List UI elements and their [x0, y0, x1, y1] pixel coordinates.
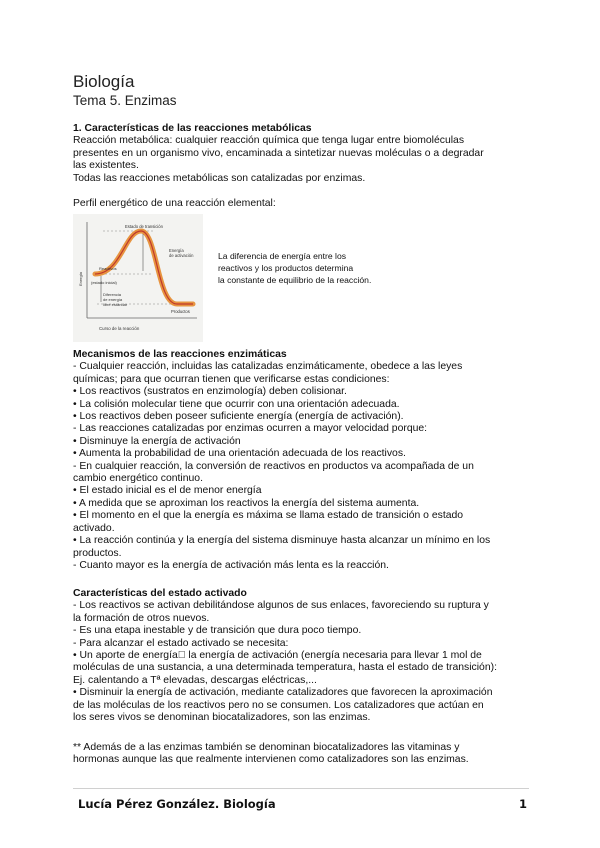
text-line: las existentes. [73, 160, 139, 172]
text-line: • El momento en el que la energía es máxima se llama estado de transición o estado [73, 510, 464, 522]
text-line: - Cualquier reacción, incluidas las catalizadas enzimáticamente, obedece a las leyes [73, 361, 463, 373]
label-activation-2: de activación [169, 253, 194, 258]
label-diff-2: de energía [103, 297, 123, 302]
figure-caption [218, 250, 428, 286]
section-heading: Mecanismos de las reacciones enzimáticas [73, 349, 287, 360]
section-heading: 1. Características de las reacciones metabólicas [73, 123, 312, 134]
text-line: de las moléculas de los reactivos pero no se consumen. Los catalizadores que actúan en [73, 699, 484, 711]
text-line: - Es una etapa inestable y de transición que dura poco tiempo. [73, 625, 362, 637]
label-activation-1: Energía [169, 248, 184, 253]
text-line: los seres vivos se denominan biocatalizadores, son las enzimas. [73, 712, 371, 724]
document-title: Biología [73, 72, 135, 91]
text-line: - Cuanto mayor es la energía de activación más lenta es la reacción. [73, 559, 389, 571]
text-line: - Para alcanzar el estado activado se necesita: [73, 637, 289, 649]
text-line: cambio energético continuo. [73, 473, 203, 485]
text-line: químicas; para que ocurran tienen que verificarse estas condiciones: [73, 373, 390, 385]
text-line: • Disminuir la energía de activación, mediante catalizadores que favorecen la aproximación [73, 687, 493, 699]
text-line: la formación de otros nuevos. [73, 612, 210, 624]
text-line: • Aumenta la probabilidad de una orientación adecuada de los reactivos. [73, 448, 406, 460]
label-transition-state: Estado de transición [125, 224, 163, 229]
section-mechanisms [73, 349, 528, 572]
text-line: • Los reactivos (sustratos en enzimología) deben colisionar. [73, 386, 347, 398]
profile-label: Perfil energético de una reacción elemental: [73, 198, 276, 209]
label-products: Productos [171, 309, 190, 314]
label-x-axis: Curso de la reacción [99, 326, 140, 331]
text-line: • Un aporte de energía la energía de activación (energía necesaria para llevar 1 mol de [73, 650, 475, 662]
text-line: presentes en un organismo vivo, encaminada a sintetizar nuevas moléculas o a degradar [73, 147, 484, 159]
caption-line: La diferencia de energía entre los [218, 251, 347, 261]
label-diff-3: libre estándar [103, 302, 128, 307]
text-line: Todas las reacciones metabólicas son catalizadas por enzimas. [73, 172, 366, 184]
label-diff-1: Diferencia [103, 292, 122, 297]
note-block [73, 742, 528, 767]
caption-line: reactivos y los productos determina [218, 263, 354, 273]
text-line: • El estado inicial es el de menor energía [73, 485, 262, 497]
energy-profile-figure [73, 214, 203, 342]
text-line: Reacción metabólica: cualquier reacción química que tenga lugar entre biomoléculas [73, 135, 465, 147]
energy-profile-chart [73, 214, 203, 342]
text-line: activado. [73, 522, 115, 534]
footer-divider [73, 788, 529, 789]
label-reactants-2: (estado inicial) [91, 280, 117, 285]
text-line: • Disminuye la energía de activación [73, 435, 241, 447]
text-line: • La colisión molecular tiene que ocurrir con una orientación adecuada. [73, 398, 400, 410]
text-line: moléculas de una sustancia, a una determinada temperatura, hasta el estado de transición): [73, 662, 497, 674]
section-heading: Características del estado activado [73, 588, 247, 599]
text-line: • La reacción continúa y la energía del sistema disminuye hasta alcanzar un mínimo en los [73, 535, 491, 547]
text-line: • Los reactivos deben poseer suficiente energía (energía de activación). [73, 411, 404, 423]
text-line: - Los reactivos se activan debilitándose algunos de sus enlaces, favoreciendo su ruptura y [73, 600, 489, 612]
text-line: - En cualquier reacción, la conversión de reactivos en productos va acompañada de un [73, 460, 474, 472]
caption-line: la constante de equilibrio de la reacción. [218, 275, 372, 285]
text-line: ** Además de a las enzimas también se denominan biocatalizadores las vitaminas y [73, 742, 460, 753]
text-line: - Las reacciones catalizadas por enzimas ocurren a mayor velocidad porque: [73, 423, 428, 435]
page-number: 1 [519, 797, 528, 811]
text-line: Ej. calentando a Tª elevadas, descargas eléctricas,... [73, 674, 317, 686]
text-line: productos. [73, 547, 122, 559]
section-activated-state [73, 588, 528, 724]
footer-author: Lucía Pérez González. Biología [78, 797, 276, 811]
text-line: • A medida que se aproximan los reactivos la energía del sistema aumenta. [73, 497, 420, 509]
label-reactants-1: Reactivos [99, 266, 117, 271]
section-metabolic-reactions [73, 123, 528, 185]
document-subtitle: Tema 5. Enzimas [73, 93, 177, 108]
label-y-axis: Energía [78, 271, 83, 286]
text-line: hormonas aunque las que realmente intervienen como catalizadores son las enzimas. [73, 754, 469, 766]
